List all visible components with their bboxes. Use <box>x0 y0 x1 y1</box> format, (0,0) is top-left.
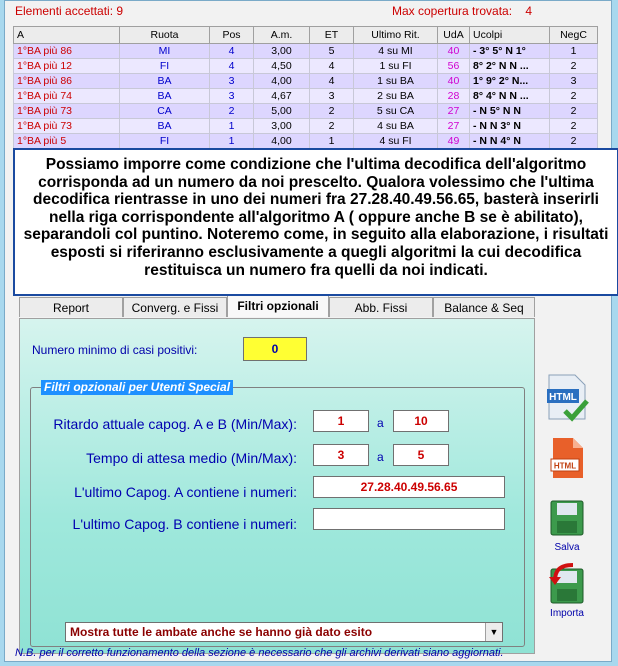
salva-button[interactable] <box>545 499 589 557</box>
table-cell: 4 su MI <box>354 44 438 59</box>
table-row[interactable] <box>14 134 598 149</box>
table-cell: 4 <box>310 59 354 74</box>
table-cell: 40 <box>438 44 470 59</box>
table-cell: 56 <box>438 59 470 74</box>
col-header[interactable]: Ruota <box>120 27 210 44</box>
table-cell: 4,67 <box>254 89 310 104</box>
table-cell: 3,00 <box>254 44 310 59</box>
accepted-count: Elementi accettati: 9 <box>15 4 124 18</box>
table-cell: 1° 9° 2° N... <box>470 74 550 89</box>
table-cell: 4,50 <box>254 59 310 74</box>
table-cell: - N 5° N N <box>470 104 550 119</box>
table-cell: 2 <box>550 89 598 104</box>
callout-text: Possiamo imporre come condizione che l'ultima decodifica dell'algoritmo corrisponda ad un numero da noi prescelto. Qualora volessimo che l'ultima decodifica rientrasse in uno dei numeri fra 27.28.40.49.56.65, basterà inserirli nella riga corrispondente all'algoritmo A ( oppure anche B se è abilitato), separandoli col puntino. Noteremo come, in seguito alla elaborazione, i risultati esposti si riferiranno esclusivamente a quegli algoritmi la cui decodifica restituisca un numero fra quelli da noi indicati. <box>23 156 609 279</box>
col-header[interactable]: Pos <box>210 27 254 44</box>
table-cell: 1 su BA <box>354 74 438 89</box>
table-row[interactable] <box>14 89 598 104</box>
table-cell: 8° 4° N N ... <box>470 89 550 104</box>
ambate-select[interactable] <box>65 622 503 642</box>
table-cell: BA <box>120 74 210 89</box>
table-cell: 2 <box>550 104 598 119</box>
tab-abb-fissi[interactable]: Abb. Fissi <box>329 297 433 317</box>
table-cell: 5,00 <box>254 104 310 119</box>
table-cell: 4,00 <box>254 134 310 149</box>
table-cell: 4,00 <box>254 74 310 89</box>
html-file-icon-text: HTML <box>553 461 577 471</box>
save-disk-icon <box>547 499 587 539</box>
table-row[interactable] <box>14 44 598 59</box>
table-cell: 4 <box>210 59 254 74</box>
footer-note: N.B. per il corretto funzionamento della sezione è necessario che gli archivi derivati siano aggiornati. <box>15 647 504 659</box>
table-cell: 5 su CA <box>354 104 438 119</box>
main-window <box>4 0 612 662</box>
tab-bar <box>19 297 535 317</box>
table-cell: 1 <box>550 44 598 59</box>
col-header[interactable]: Ucolpi <box>470 27 550 44</box>
table-row[interactable] <box>14 119 598 134</box>
ritardo-max-input[interactable]: 10 <box>393 410 449 432</box>
tempo-label: Tempo di attesa medio (Min/Max): <box>86 450 297 466</box>
capog-b-label: L'ultimo Capog. B contiene i numeri: <box>72 516 297 532</box>
table-cell: 3 <box>210 74 254 89</box>
table-cell: 1 <box>310 134 354 149</box>
table-cell: 8° 2° N N ... <box>470 59 550 74</box>
table-cell: 3 <box>310 89 354 104</box>
min-cases-input[interactable]: 0 <box>243 337 307 361</box>
table-cell: 27 <box>438 104 470 119</box>
import-disk-icon <box>547 563 587 605</box>
tempo-sep: a <box>377 450 384 464</box>
tab-report[interactable]: Report <box>19 297 123 317</box>
table-cell: - N N 4° N <box>470 134 550 149</box>
special-filters-group <box>30 380 525 647</box>
table-row[interactable] <box>14 74 598 89</box>
html-check-icon <box>545 373 589 423</box>
table-cell: 3 <box>210 89 254 104</box>
header <box>15 4 605 20</box>
table-cell: - N N 3° N <box>470 119 550 134</box>
table-cell: 2 <box>310 104 354 119</box>
html-file-icon <box>547 437 587 479</box>
table-cell: 1 <box>210 134 254 149</box>
col-header[interactable]: NegC <box>550 27 598 44</box>
table-cell: 1°BA più 86 <box>14 74 120 89</box>
tempo-min-input[interactable]: 3 <box>313 444 369 466</box>
results-table <box>13 26 598 149</box>
table-row[interactable] <box>14 104 598 119</box>
ritardo-min-input[interactable]: 1 <box>313 410 369 432</box>
html-file-button[interactable] <box>545 437 589 485</box>
table-cell: 2 <box>310 119 354 134</box>
ritardo-sep: a <box>377 416 384 430</box>
chevron-down-icon[interactable]: ▼ <box>485 623 502 641</box>
filters-panel <box>19 318 535 654</box>
table-cell: 28 <box>438 89 470 104</box>
table-cell: 2 su BA <box>354 89 438 104</box>
table-cell: 27 <box>438 119 470 134</box>
tab-filtri-opzionali[interactable]: Filtri opzionali <box>227 295 329 317</box>
col-header[interactable]: A <box>14 27 120 44</box>
table-cell: 2 <box>550 119 598 134</box>
min-cases-label: Numero minimo di casi positivi: <box>32 343 198 357</box>
importa-label: Importa <box>550 608 584 619</box>
table-cell: 4 su FI <box>354 134 438 149</box>
table-cell: 40 <box>438 74 470 89</box>
table-cell: 1°BA più 73 <box>14 119 120 134</box>
importa-button[interactable] <box>545 563 589 621</box>
table-cell: CA <box>120 104 210 119</box>
table-cell: 3,00 <box>254 119 310 134</box>
table-cell: 1°BA più 74 <box>14 89 120 104</box>
capog-a-label: L'ultimo Capog. A contiene i numeri: <box>74 484 297 500</box>
col-header[interactable]: A.m. <box>254 27 310 44</box>
salva-label: Salva <box>554 542 580 553</box>
table-header <box>14 27 598 44</box>
table-cell: 4 <box>310 74 354 89</box>
capog-a-input[interactable]: 27.28.40.49.56.65 <box>313 476 505 498</box>
explanation-callout <box>13 148 618 296</box>
table-row[interactable] <box>14 59 598 74</box>
table-cell: BA <box>120 89 210 104</box>
table-cell: 1 su FI <box>354 59 438 74</box>
table-cell: 1°BA più 12 <box>14 59 120 74</box>
table-cell: MI <box>120 44 210 59</box>
table-cell: 2 <box>550 59 598 74</box>
table-cell: 2 <box>550 134 598 149</box>
table-cell: 1°BA più 86 <box>14 44 120 59</box>
tab-balance-seq[interactable]: Balance & Seq <box>433 297 535 317</box>
html-icon-text: HTML <box>549 392 577 403</box>
col-header[interactable]: UdA <box>438 27 470 44</box>
max-coverage: Max copertura trovata: 4 <box>392 4 533 18</box>
col-header[interactable]: ET <box>310 27 354 44</box>
table-cell: 2 <box>210 104 254 119</box>
table-cell: BA <box>120 119 210 134</box>
table-cell: 1 <box>210 119 254 134</box>
capog-b-input[interactable] <box>313 508 505 530</box>
tempo-max-input[interactable]: 5 <box>393 444 449 466</box>
table-cell: 1°BA più 73 <box>14 104 120 119</box>
col-header[interactable]: Ultimo Rit. <box>354 27 438 44</box>
ritardo-label: Ritardo attuale capog. A e B (Min/Max): <box>53 416 297 432</box>
group-title: Filtri opzionali per Utenti Special <box>41 380 233 395</box>
table-cell: 5 <box>310 44 354 59</box>
max-coverage-value: 4 <box>525 4 533 18</box>
table-cell: FI <box>120 134 210 149</box>
table-cell: 49 <box>438 134 470 149</box>
ambate-select-value: Mostra tutte le ambate anche se hanno già dato esito <box>70 625 373 639</box>
table-cell: 3 <box>550 74 598 89</box>
table-cell: 4 <box>210 44 254 59</box>
table-cell: 4 su BA <box>354 119 438 134</box>
html-export-button[interactable] <box>545 373 589 425</box>
table-cell: 1°BA più 5 <box>14 134 120 149</box>
table-cell: FI <box>120 59 210 74</box>
table-cell: - 3° 5° N 1° <box>470 44 550 59</box>
tab-converg-fissi[interactable]: Converg. e Fissi <box>123 297 227 317</box>
